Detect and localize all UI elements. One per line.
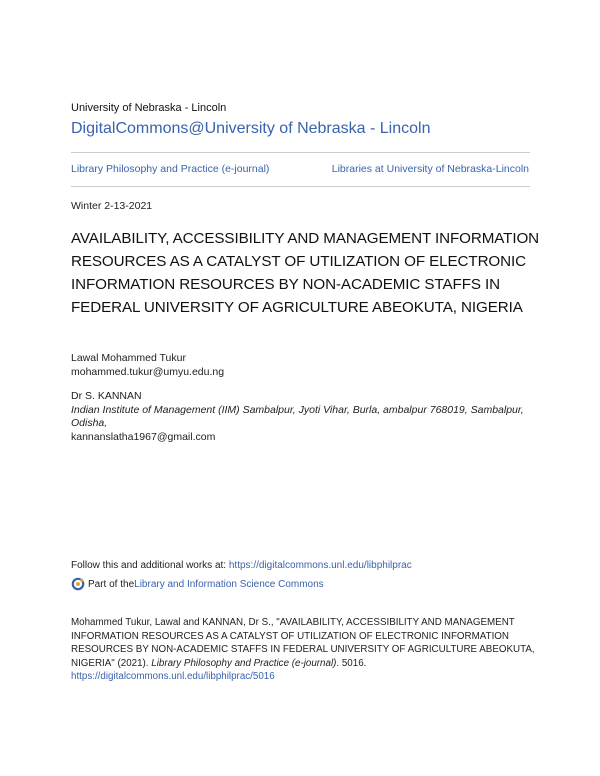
part-of-line [71,577,324,591]
author-name: Lawal Mohammed Tukur [71,352,186,364]
journal-link[interactable]: Library Philosophy and Practice (e-journal) [71,163,270,175]
commons-network-icon [71,577,85,591]
part-of-prefix: Part of the [88,578,135,590]
citation-journal: Library Philosophy and Practice (e-journal) [151,657,337,669]
commons-link[interactable]: Library and Information Science Commons [134,578,324,590]
author-1 [71,352,224,379]
author-email: kannanslatha1967@gmail.com [71,430,216,443]
author-name: Dr S. KANNAN [71,390,142,402]
citation-text: Mohammed Tukur, Lawal and KANNAN, Dr S., "AVAILABILITY, ACCESSIBILITY AND MANAGEMENT INFORMATION RESOURCES AS A CATALYST OF UTILIZATION OF ELECTRONIC INFORMATION RESOURCES BY NON-ACADEMIC STAFFS IN FEDERAL UNIVERSITY OF AGRICULTURE ABEOKUTA, NIGERIA" (2021). [71,617,535,669]
bottom-divider [71,186,530,187]
institution-name: University of Nebraska - Lincoln [71,102,227,114]
follow-prefix: Follow this and additional works at: [71,560,229,571]
author-affiliation: Indian Institute of Management (IIM) Sambalpur, Jyoti Vihar, Burla, ambalpur 768019, Sambalpur, Odisha, [71,403,524,429]
publication-date: Winter 2-13-2021 [71,200,153,212]
libraries-link[interactable]: Libraries at University of Nebraska-Lincoln [331,163,529,175]
citation-number: . 5016. [336,657,367,669]
paper-title: AVAILABILITY, ACCESSIBILITY AND MANAGEMENT INFORMATION RESOURCES AS A CATALYST OF UTILIZATION OF ELECTRONIC INFORMATION RESOURCES BY NON-ACADEMIC STAFFS IN FEDERAL UNIVERSITY OF AGRICULTURE ABEOKUTA, NIGERIA [71,230,540,316]
citation [71,616,541,684]
author-2 [71,390,541,444]
repository-link[interactable]: DigitalCommons@University of Nebraska - Lincoln [71,120,431,137]
top-divider [71,152,530,153]
follow-line [71,560,412,571]
follow-url-link[interactable]: https://digitalcommons.unl.edu/libphilprac [228,560,412,571]
citation-url-link[interactable]: https://digitalcommons.unl.edu/libphilprac/5016 [71,671,275,682]
author-email: mohammed.tukur@umyu.edu.ng [71,365,225,378]
